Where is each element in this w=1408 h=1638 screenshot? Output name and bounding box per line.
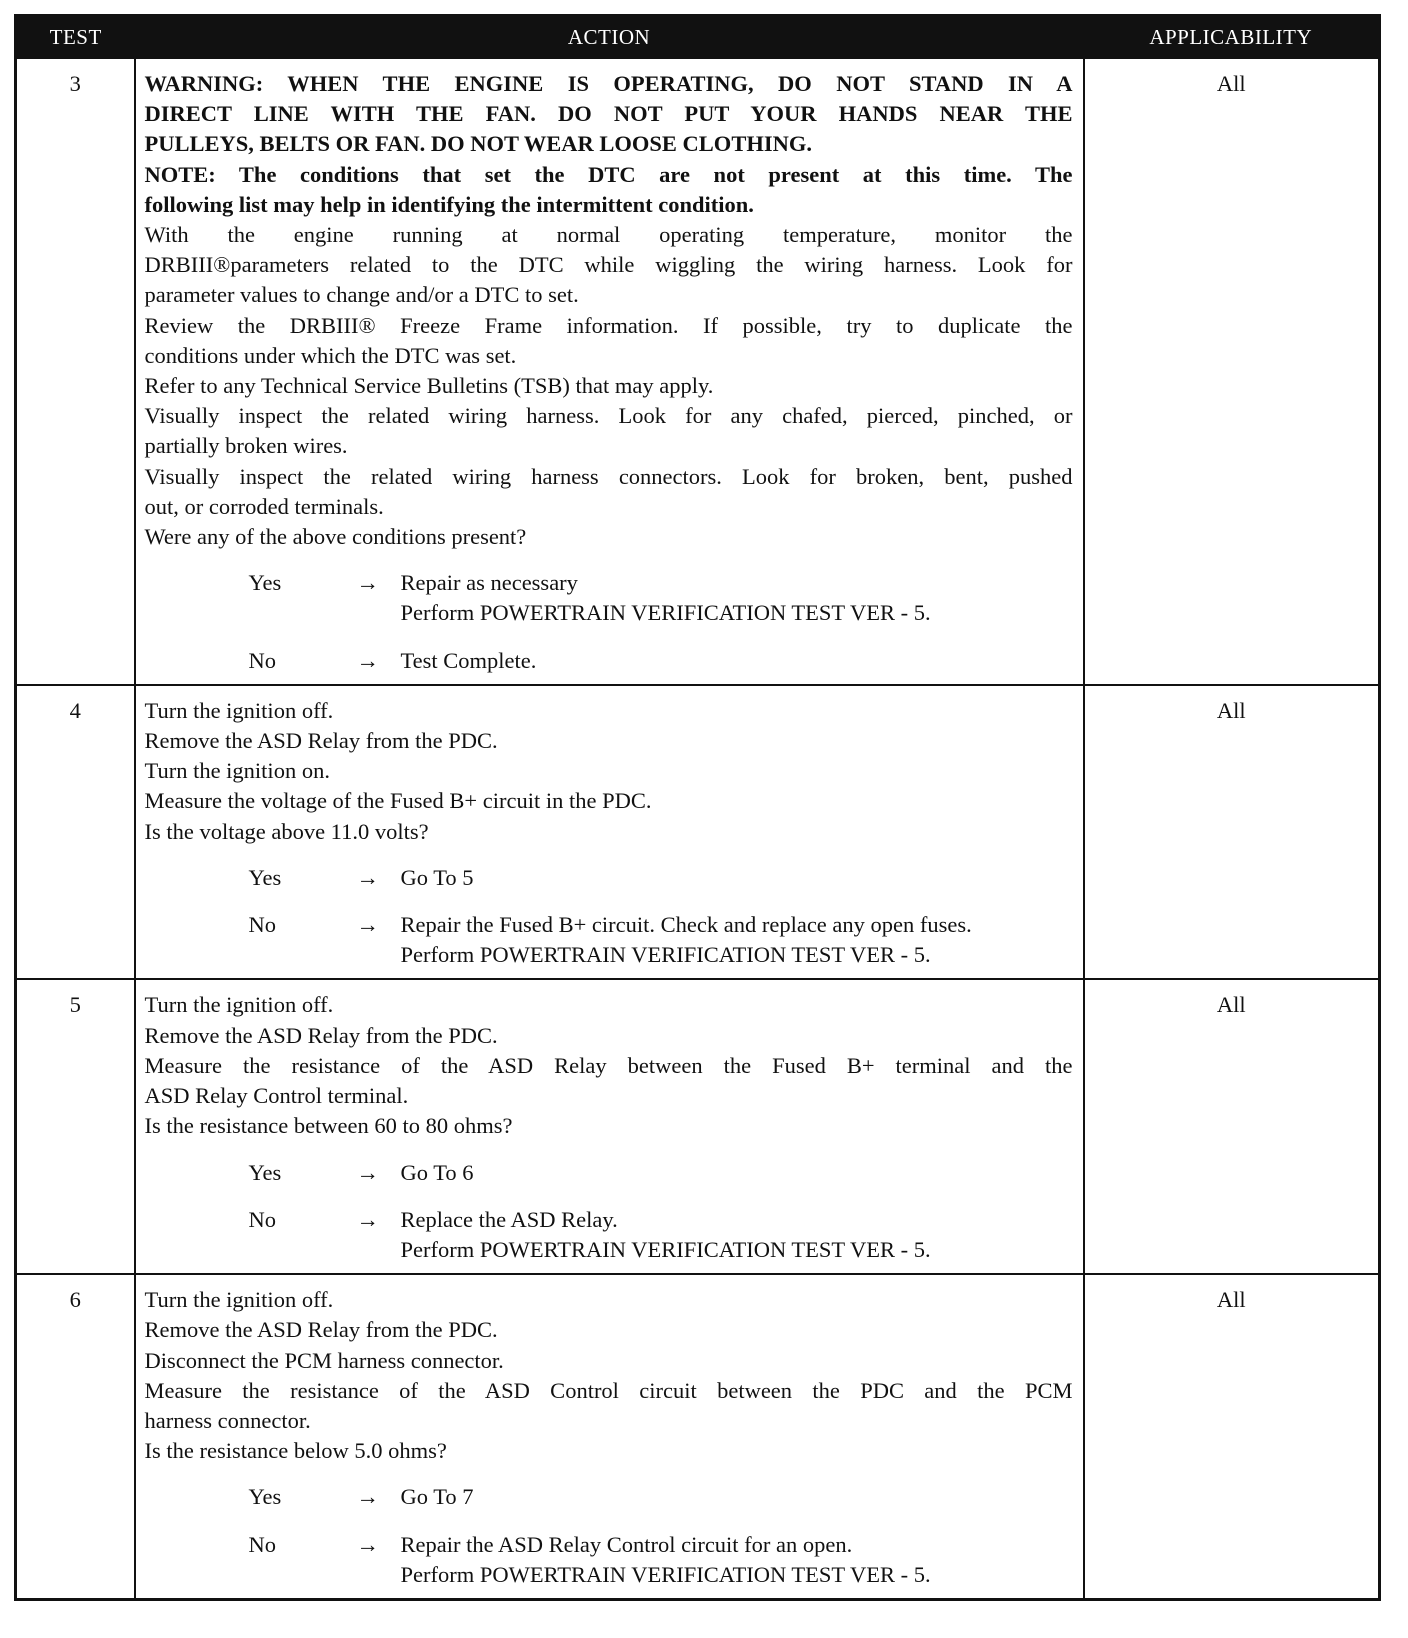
instruction-line: Turn the ignition off.	[144, 697, 334, 723]
answer-label: Yes	[248, 864, 282, 890]
instruction-line: Is the voltage above 11.0 volts?	[144, 818, 429, 844]
header-action: ACTION	[135, 16, 1084, 59]
answer-label: No	[248, 1531, 276, 1557]
note-text	[145, 160, 1073, 220]
result-line: Repair as necessary	[400, 570, 578, 596]
action-cell	[135, 1274, 1084, 1599]
result-line: Perform POWERTRAIN VERIFICATION TEST VER - 5.	[400, 600, 931, 626]
instruction-paragraph	[145, 401, 1073, 461]
instruction-paragraph	[145, 726, 1073, 756]
result-line: Perform POWERTRAIN VERIFICATION TEST VER - 5.	[400, 1236, 931, 1262]
instruction-line: Measure the voltage of the Fused B+ circuit in the PDC.	[144, 788, 652, 814]
instruction-line: Refer to any Technical Service Bulletins (TSB) that may apply.	[144, 373, 714, 399]
answer-result	[401, 1205, 1073, 1265]
instruction-paragraph	[145, 786, 1073, 816]
instruction-line: Turn the ignition off.	[144, 992, 334, 1018]
instruction-paragraph	[145, 1051, 1073, 1111]
applicability-cell: All	[1084, 58, 1380, 685]
answer-yes	[249, 863, 1073, 893]
warning-text	[145, 69, 1073, 160]
answer-result	[401, 646, 1073, 676]
test-row	[16, 979, 1380, 1274]
test-number: 5	[16, 979, 135, 1274]
instruction-paragraph	[145, 1346, 1073, 1376]
answer-list	[145, 568, 1073, 676]
instruction-line: Visually inspect the related wiring harness. Look for any chafed, pierced, pinched, or	[144, 403, 1073, 429]
applicability-cell: All	[1084, 685, 1380, 980]
action-cell	[135, 979, 1084, 1274]
test-row	[16, 58, 1380, 685]
instruction-paragraph	[145, 1021, 1073, 1051]
instruction-line: Review the DRBIII® Freeze Frame information. If possible, try to duplicate the	[144, 312, 1073, 338]
instruction-paragraph	[145, 371, 1073, 401]
instruction-line: DRBIII®parameters related to the DTC while wiggling the wiring harness. Look for	[144, 252, 1073, 278]
result-line: Repair the Fused B+ circuit. Check and replace any open fuses.	[400, 912, 972, 938]
result-line: Go To 6	[400, 1159, 474, 1185]
note-line: following list may help in identifying the intermittent condition.	[144, 191, 754, 217]
test-number: 3	[16, 58, 135, 685]
answer-yes	[249, 1482, 1073, 1512]
instruction-line: Turn the ignition off.	[144, 1287, 334, 1313]
answer-no	[249, 910, 1073, 970]
instruction-line: Remove the ASD Relay from the PDC.	[144, 728, 498, 754]
answer-result	[401, 1530, 1073, 1590]
instruction-paragraph	[145, 756, 1073, 786]
action-cell	[135, 58, 1084, 685]
header-applicability: APPLICABILITY	[1084, 16, 1380, 59]
warning-line: WARNING: WHEN THE ENGINE IS OPERATING, DO NOT STAND IN A	[144, 71, 1073, 96]
applicability-cell: All	[1084, 1274, 1380, 1599]
warning-line: DIRECT LINE WITH THE FAN. DO NOT PUT YOUR HANDS NEAR THE	[144, 101, 1073, 127]
right-arrow-icon: →	[356, 570, 379, 596]
instruction-line: Disconnect the PCM harness connector.	[144, 1347, 504, 1373]
answer-label: Yes	[248, 1159, 282, 1185]
right-arrow-icon: →	[356, 1484, 379, 1510]
instruction-paragraph	[145, 990, 1073, 1020]
answer-result	[401, 568, 1073, 628]
instruction-paragraph	[145, 1111, 1073, 1141]
instruction-line: Remove the ASD Relay from the PDC.	[144, 1022, 498, 1048]
instruction-line: Visually inspect the related wiring harness connectors. Look for broken, bent, pushed	[144, 463, 1073, 489]
instruction-paragraph	[145, 1436, 1073, 1466]
instruction-line: Measure the resistance of the ASD Relay between the Fused B+ terminal and the	[144, 1052, 1073, 1078]
answer-label: No	[248, 647, 276, 673]
instruction-paragraph	[145, 696, 1073, 726]
test-number: 6	[16, 1274, 135, 1599]
table-header-row	[16, 16, 1380, 59]
right-arrow-icon: →	[356, 912, 379, 938]
answer-list	[145, 1482, 1073, 1590]
instruction-paragraph	[145, 220, 1073, 311]
answer-result	[401, 863, 1073, 893]
test-row	[16, 1274, 1380, 1599]
diagnostic-page	[14, 14, 1378, 1601]
answer-no	[249, 1205, 1073, 1265]
diagnostic-table	[14, 14, 1381, 1601]
answer-list	[145, 1158, 1073, 1266]
right-arrow-icon: →	[356, 1206, 379, 1232]
answer-result	[401, 1482, 1073, 1512]
instruction-line: out, or corroded terminals.	[144, 493, 384, 519]
instruction-line: conditions under which the DTC was set.	[144, 342, 517, 368]
result-line: Go To 5	[400, 864, 474, 890]
header-test: TEST	[16, 16, 135, 59]
result-line: Perform POWERTRAIN VERIFICATION TEST VER - 5.	[400, 942, 931, 968]
result-line: Perform POWERTRAIN VERIFICATION TEST VER - 5.	[400, 1561, 931, 1587]
instruction-paragraph	[145, 522, 1073, 552]
answer-label: No	[248, 1206, 276, 1232]
result-line: Go To 7	[400, 1484, 474, 1510]
instruction-line: Is the resistance below 5.0 ohms?	[144, 1438, 447, 1464]
instruction-paragraph	[145, 817, 1073, 847]
instruction-line: partially broken wires.	[144, 433, 348, 459]
answer-label: Yes	[248, 1484, 282, 1510]
result-line: Test Complete.	[400, 647, 537, 673]
instruction-paragraph	[145, 1285, 1073, 1315]
instruction-line: Is the resistance between 60 to 80 ohms?	[144, 1113, 513, 1139]
answer-no	[249, 646, 1073, 676]
test-number: 4	[16, 685, 135, 980]
instruction-line: Turn the ignition on.	[144, 758, 330, 784]
instruction-line: Were any of the above conditions present?	[144, 524, 527, 550]
instruction-line: ASD Relay Control terminal.	[144, 1083, 409, 1109]
note-line: NOTE: The conditions that set the DTC are not present at this time. The	[144, 161, 1073, 187]
right-arrow-icon: →	[356, 1159, 379, 1185]
applicability-cell: All	[1084, 979, 1380, 1274]
answer-result	[401, 1158, 1073, 1188]
result-line: Replace the ASD Relay.	[400, 1206, 618, 1232]
instruction-line: Measure the resistance of the ASD Control circuit between the PDC and the PCM	[144, 1377, 1073, 1403]
answer-yes	[249, 1158, 1073, 1188]
right-arrow-icon: →	[356, 647, 379, 673]
answer-label: No	[248, 912, 276, 938]
right-arrow-icon: →	[356, 864, 379, 890]
answer-yes	[249, 568, 1073, 628]
action-cell	[135, 685, 1084, 980]
instruction-paragraph	[145, 1376, 1073, 1436]
instruction-line: parameter values to change and/or a DTC to set.	[144, 282, 579, 308]
test-row	[16, 685, 1380, 980]
instruction-line: harness connector.	[144, 1407, 311, 1433]
result-line: Repair the ASD Relay Control circuit for an open.	[400, 1531, 853, 1557]
answer-label: Yes	[248, 570, 282, 596]
instruction-paragraph	[145, 462, 1073, 522]
answer-list	[145, 863, 1073, 971]
answer-no	[249, 1530, 1073, 1590]
instruction-paragraph	[145, 1315, 1073, 1345]
right-arrow-icon: →	[356, 1531, 379, 1557]
instruction-paragraph	[145, 311, 1073, 371]
warning-line: PULLEYS, BELTS OR FAN. DO NOT WEAR LOOSE CLOTHING.	[144, 131, 812, 157]
answer-result	[401, 910, 1073, 970]
instruction-line: Remove the ASD Relay from the PDC.	[144, 1317, 498, 1343]
instruction-line: With the engine running at normal operating temperature, monitor the	[144, 222, 1073, 248]
